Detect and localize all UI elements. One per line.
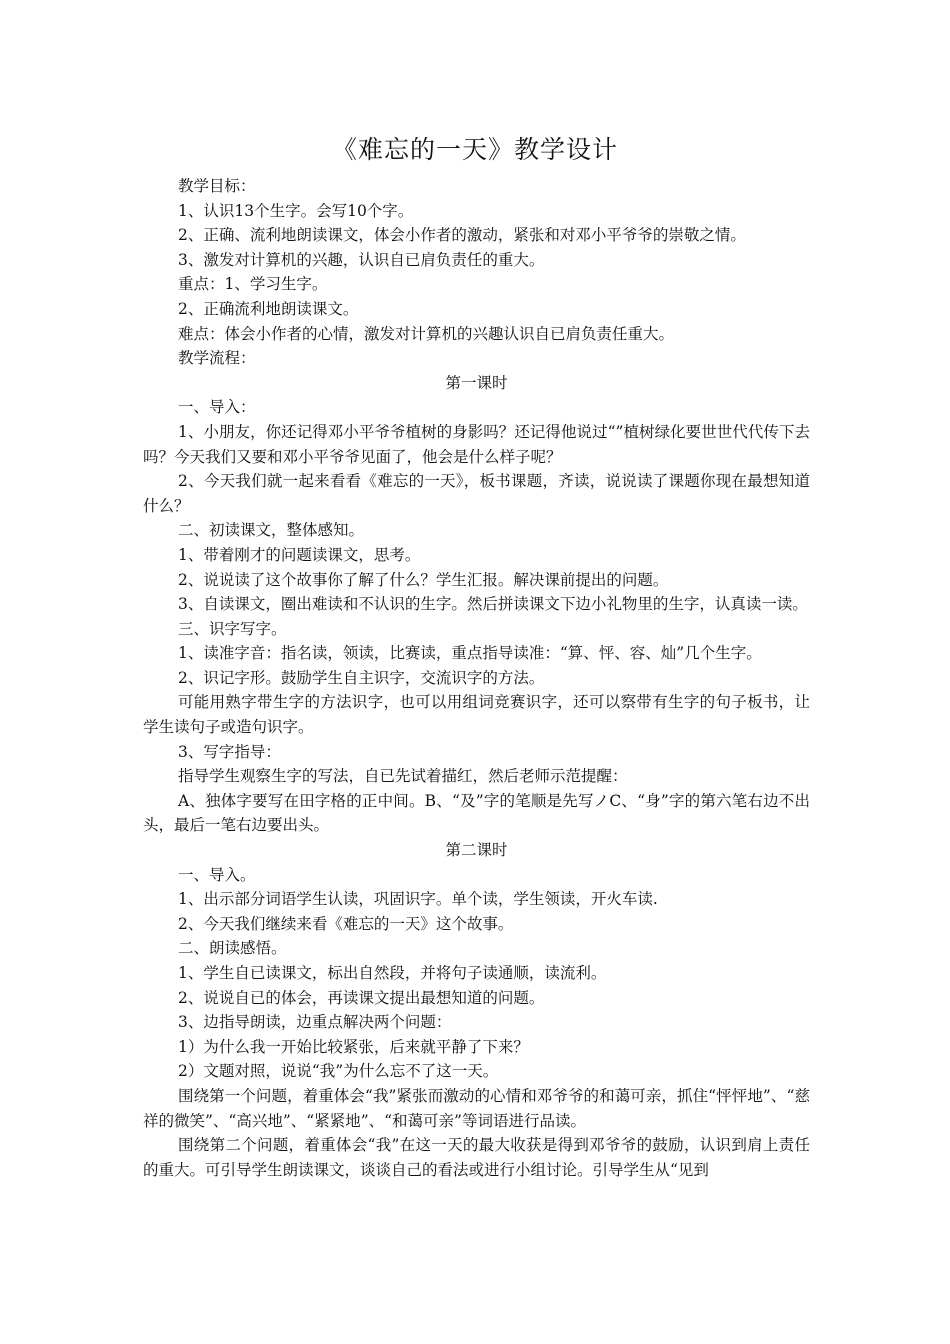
- paragraph: 教学目标：: [178, 177, 256, 195]
- paragraph: 教学流程：: [178, 349, 256, 368]
- paragraph: 一、导入。: [178, 865, 256, 884]
- paragraph: 2）文题对照，说说“我”为什么忘不了这一天。: [178, 1062, 499, 1081]
- paragraph: 可能用熟字带生字的方法识字，也可以用组词竞赛识字，还可以察带有生字的句子板书，让学生读句子或造句识字。: [143, 693, 810, 737]
- paragraph: 1、读准字音：指名读，领读，比赛读，重点指导读准：“算、怦、容、灿”几个生字。: [178, 644, 762, 663]
- paragraph: 难点：体会小作者的心情，激发对计算机的兴趣认识自已肩负责任重大。: [178, 324, 675, 343]
- document-body: [143, 174, 810, 1182]
- paragraph: 3、激发对计算机的兴趣，认识自已肩负责任的重大。: [178, 250, 545, 269]
- paragraph: 二、朗读感悟。: [178, 939, 287, 958]
- paragraph: 1）为什么我一开始比较紧张，后来就平静了下来？: [178, 1037, 529, 1056]
- section-heading: 第二课时: [445, 841, 508, 860]
- paragraph: 1、学生自已读课文，标出自然段，并将句子读通顺，读流利。: [178, 964, 607, 982]
- paragraph: 围绕第一个问题，着重体会“我”紧张而激动的心情和邓爷爷的和蔼可亲，抓住“怦怦地”、“慈祥的微笑”、“高兴地”、“紧紧地”、“和蔼可亲”等词语进行品读。: [143, 1086, 810, 1130]
- paragraph: 2、识记字形。鼓励学生自主识字，交流识字的方法。: [178, 668, 545, 687]
- paragraph: 2、正确流利地朗读课文。: [178, 299, 359, 318]
- paragraph: 重点：1、学习生字。: [178, 275, 328, 294]
- paragraph: 2、说说读了这个故事你了解了什么？学生汇报。解决课前提出的问题。: [178, 570, 669, 589]
- paragraph: 1、带着刚才的问题读课文，思考。: [178, 545, 421, 564]
- paragraph: 二、初读课文，整体感知。: [178, 521, 365, 540]
- paragraph: 2、说说自已的体会，再读课文提出最想知道的问题。: [178, 988, 545, 1007]
- paragraph: 2、正确、流利地朗读课文，体会小作者的激动，紧张和对邓小平爷爷的崇敬之情。: [178, 226, 746, 245]
- paragraph: 1、认识13个生字。会写10个字。: [178, 201, 414, 220]
- paragraph: 三、识字写字。: [178, 619, 287, 638]
- paragraph: 1、小朋友，你还记得邓小平爷爷植树的身影吗？还记得他说过“”植树绿化要世世代代传下去吗？今天我们又要和邓小平爷爷见面了，他会是什么样子呢？: [143, 422, 810, 466]
- paragraph: 3、写字指导：: [178, 742, 281, 761]
- paragraph: 3、自读课文，圈出难读和不认识的生字。然后拼读课文下边小礼物里的生字，认真读一读。: [178, 595, 808, 614]
- paragraph: 指导学生观察生字的写法，自已先试着描红，然后老师示范提醒：: [178, 767, 628, 786]
- paragraph: A、独体字要写在田字格的正中间。B、“及”字的笔顺是先写ノC、“身”字的第六笔右边不出头，最后一笔右边要出头。: [143, 791, 810, 835]
- paragraph: 1、出示部分词语学生认读，巩固识字。单个读，学生领读，开火车读.: [178, 890, 658, 909]
- paragraph: 一、导入：: [178, 398, 256, 417]
- paragraph: 围绕第二个问题，着重体会“我”在这一天的最大收获是得到邓爷爷的鼓励，认识到肩上责任的重大。可引导学生朗读课文，谈谈自己的看法或进行小组讨论。引导学生从“见到: [143, 1136, 810, 1179]
- paragraph: 2、今天我们继续来看《难忘的一天》这个故事。: [178, 914, 514, 933]
- paragraph: 3、边指导朗读，边重点解决两个问题：: [178, 1013, 452, 1032]
- document-title: 《难忘的一天》教学设计: [331, 135, 618, 164]
- section-heading: 第一课时: [445, 373, 508, 392]
- paragraph: 2、今天我们就一起来看看《难忘的一天》，板书课题，齐读，说说读了课题你现在最想知道什么？: [143, 472, 810, 515]
